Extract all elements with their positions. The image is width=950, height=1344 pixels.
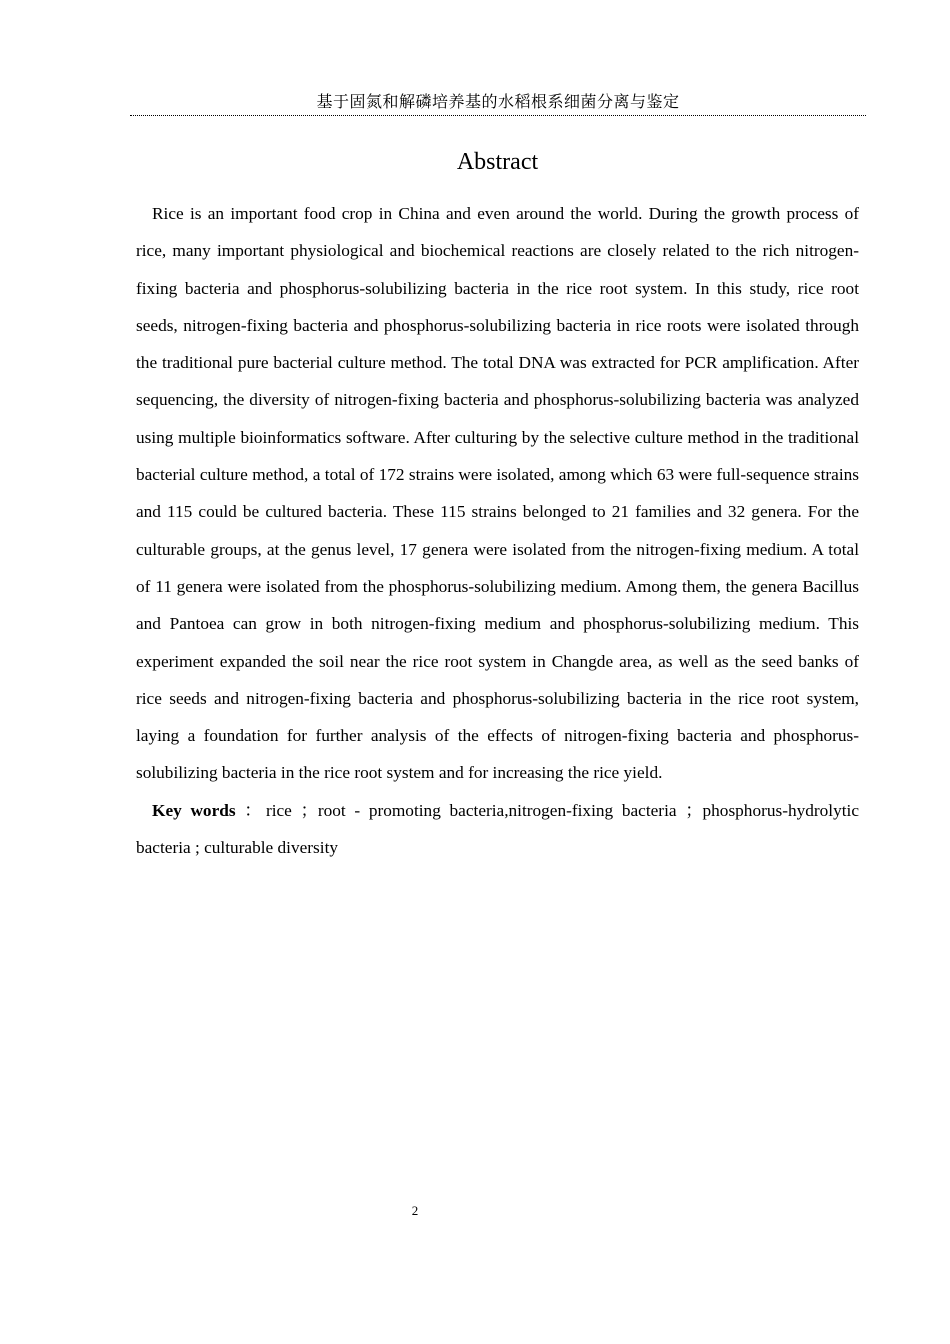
page-number: 2 — [411, 1203, 419, 1218]
keywords-label: Key words — [152, 800, 236, 820]
abstract-paragraph: Rice is an important food crop in China and even around the world. During the growth process of rice, many important physiological and biochemical reactions are closely related to the rich nitrogen-fixing bacteria and phosphorus-solubilizing bacteria in the rice root system. In this study, rice root seeds, nitrogen-fixing bacteria and phosphorus-solubilizing bacteria in rice roots were isolated through the traditional pure bacterial culture method. The total DNA was extracted for PCR amplification. After sequencing, the diversity of nitrogen-fixing bacteria and phosphorus-solubilizing bacteria was analyzed using multiple bioinformatics software. After culturing by the selective culture method in the traditional bacterial culture method, a total of 172 strains were isolated, among which 63 were full-sequence strains and 115 could be cultured bacteria. These 115 strains belonged to 21 families and 32 genera. For the culturable groups, at the genus level, 17 genera were isolated from the nitrogen-fixing medium. A total of 11 genera were isolated from the phosphorus-solubilizing medium. Among them, the genera Bacillus and Pantoea can grow in both nitrogen-fixing medium and phosphorus-solubilizing medium. This experiment expanded the soil near the rice root system in Changde area, as well as the seed banks of rice seeds and nitrogen-fixing bacteria and phosphorus-solubilizing bacteria in the rice root system, laying a foundation for further analysis of the effects of nitrogen-fixing bacteria and phosphorus-solubilizing bacteria in the rice root system and for increasing the rice yield. — [136, 204, 859, 783]
keywords-paragraph — [136, 792, 859, 867]
running-header: 基于固氮和解磷培养基的水稻根系细菌分离与鉴定 — [130, 92, 866, 116]
keywords-text: ：rice ；root - promoting bacteria,nitrogen-fixing bacteria ；phosphorus-hydrolytic bacteria ; culturable diversity — [136, 800, 859, 858]
abstract-body — [136, 195, 859, 866]
abstract-title: Abstract — [456, 149, 539, 175]
